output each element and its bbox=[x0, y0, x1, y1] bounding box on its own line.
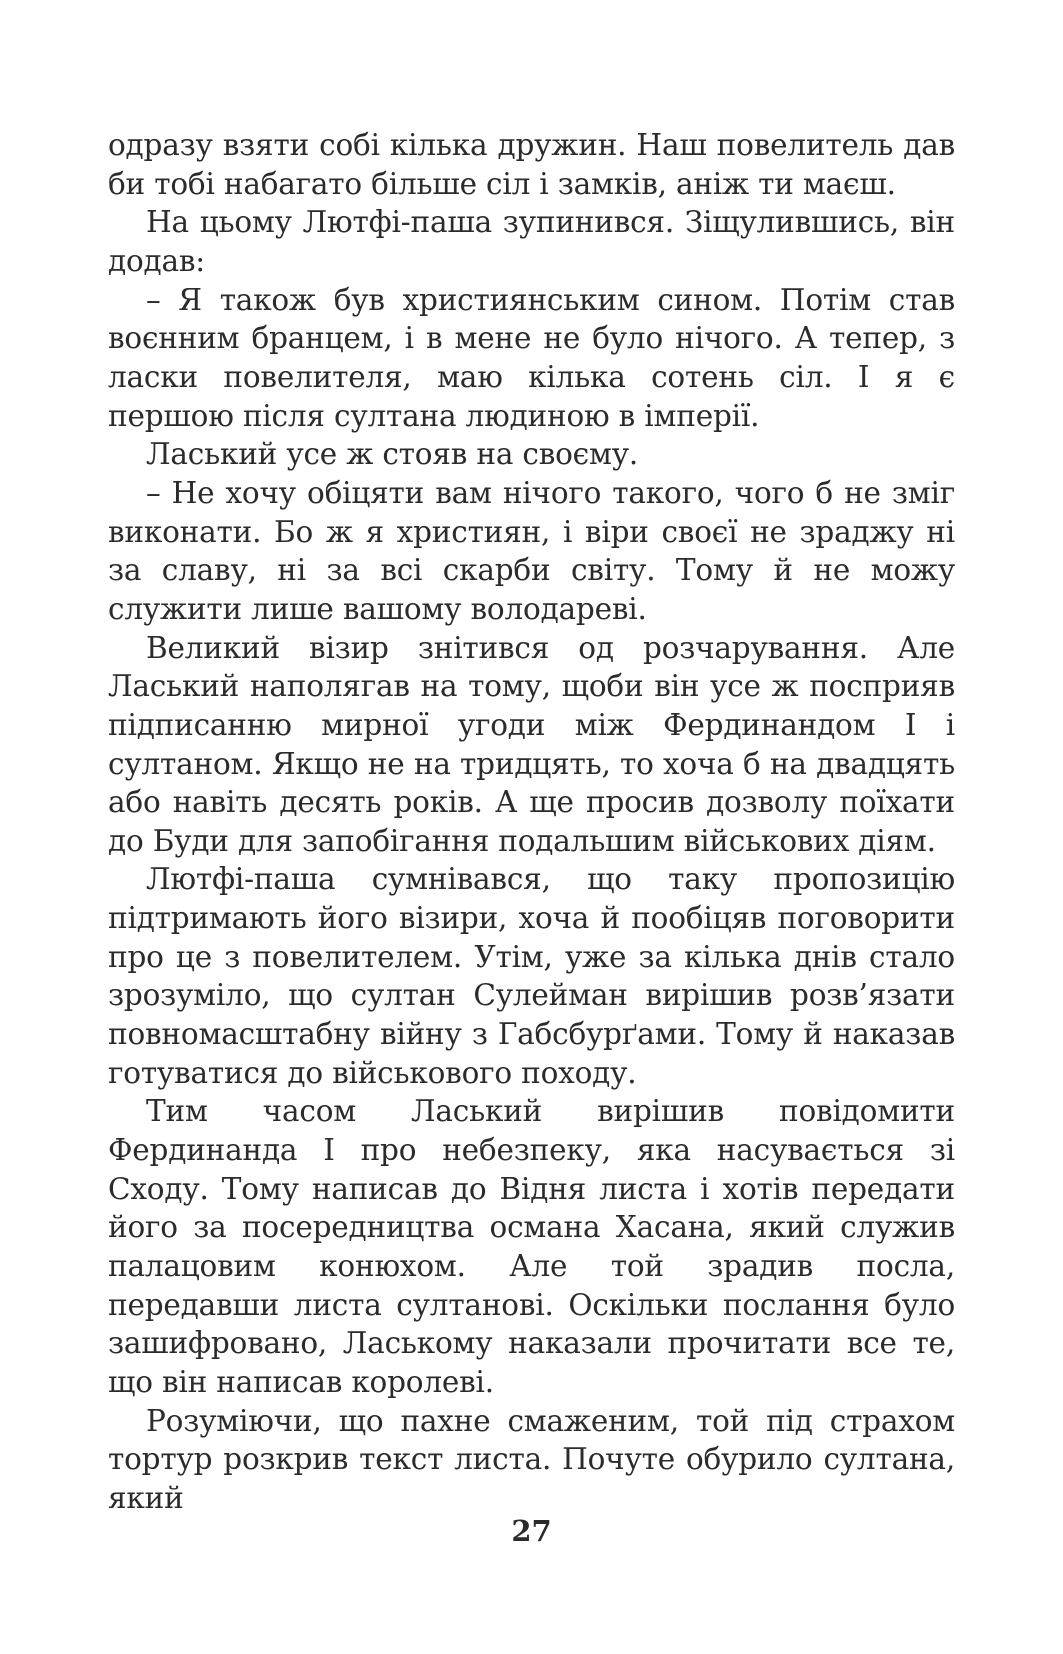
paragraph-8: Тим часом Ласький вирішив повідомити Фердинанда I про небезпеку, яка насувається зі Сходу. Тому написав до Відня листа і хотів передати його за посередництва османа Хасана, який служив палацовим конюхом. Але той зрадив посла, передавши листа султанові. Оскільки послання було зашифровано, Лаському наказали прочитати все те, що він написав королеві. bbox=[108, 1094, 955, 1399]
paragraph-9: Розуміючи, що пахне смаженим, той під страхом тортур розкрив текст листа. Почуте обурило султана, який bbox=[108, 1403, 955, 1515]
paragraph-6: Великий візир знітився од розчарування. Але Ласький наполягав на тому, щоби він усе ж посприяв підписанню мирної угоди між Фердинандом I і султаном. Якщо не на тридцять, то хоча б на двадцять або навіть десять років. А ще просив дозволу поїхати до Буди для запобігання подальшим військових діям. bbox=[108, 630, 955, 858]
paragraph-3: – Я також був християнським сином. Потім став воєнним бранцем, і в мене не було нічого. А тепер, з ласки повелителя, маю кілька сотень сіл. І я є першою після султана людиною в імперії. bbox=[108, 282, 955, 433]
body-text bbox=[108, 126, 955, 1518]
paragraph-7: Лютфі-паша сумнівався, що таку пропозицію підтримають його візири, хоча й пообіцяв поговорити про це з повелителем. Утім, уже за кілька днів стало зрозуміло, що султан Сулейман вирішив розв’язати повномасштабну війну з Габсбурґами. Тому й наказав готуватися до військового походу. bbox=[108, 862, 955, 1090]
page-number: 27 bbox=[511, 1514, 552, 1548]
paragraph-2: На цьому Лютфі-паша зупинився. Зіщулившись, він додав: bbox=[108, 205, 955, 278]
paragraph-1: одразу взяти собі кілька дружин. Наш повелитель дав би тобі набагато більше сіл і замків, аніж ти маєш. bbox=[108, 128, 955, 201]
paragraph-5: – Не хочу обіцяти вам нічого такого, чого б не зміг виконати. Бо ж я християн, і віри своєї не зраджу ні за славу, ні за всі скарби світу. Тому й не можу служити лише вашому володареві. bbox=[108, 475, 955, 626]
paragraph-4: Ласький усе ж стояв на своєму. bbox=[146, 437, 639, 472]
